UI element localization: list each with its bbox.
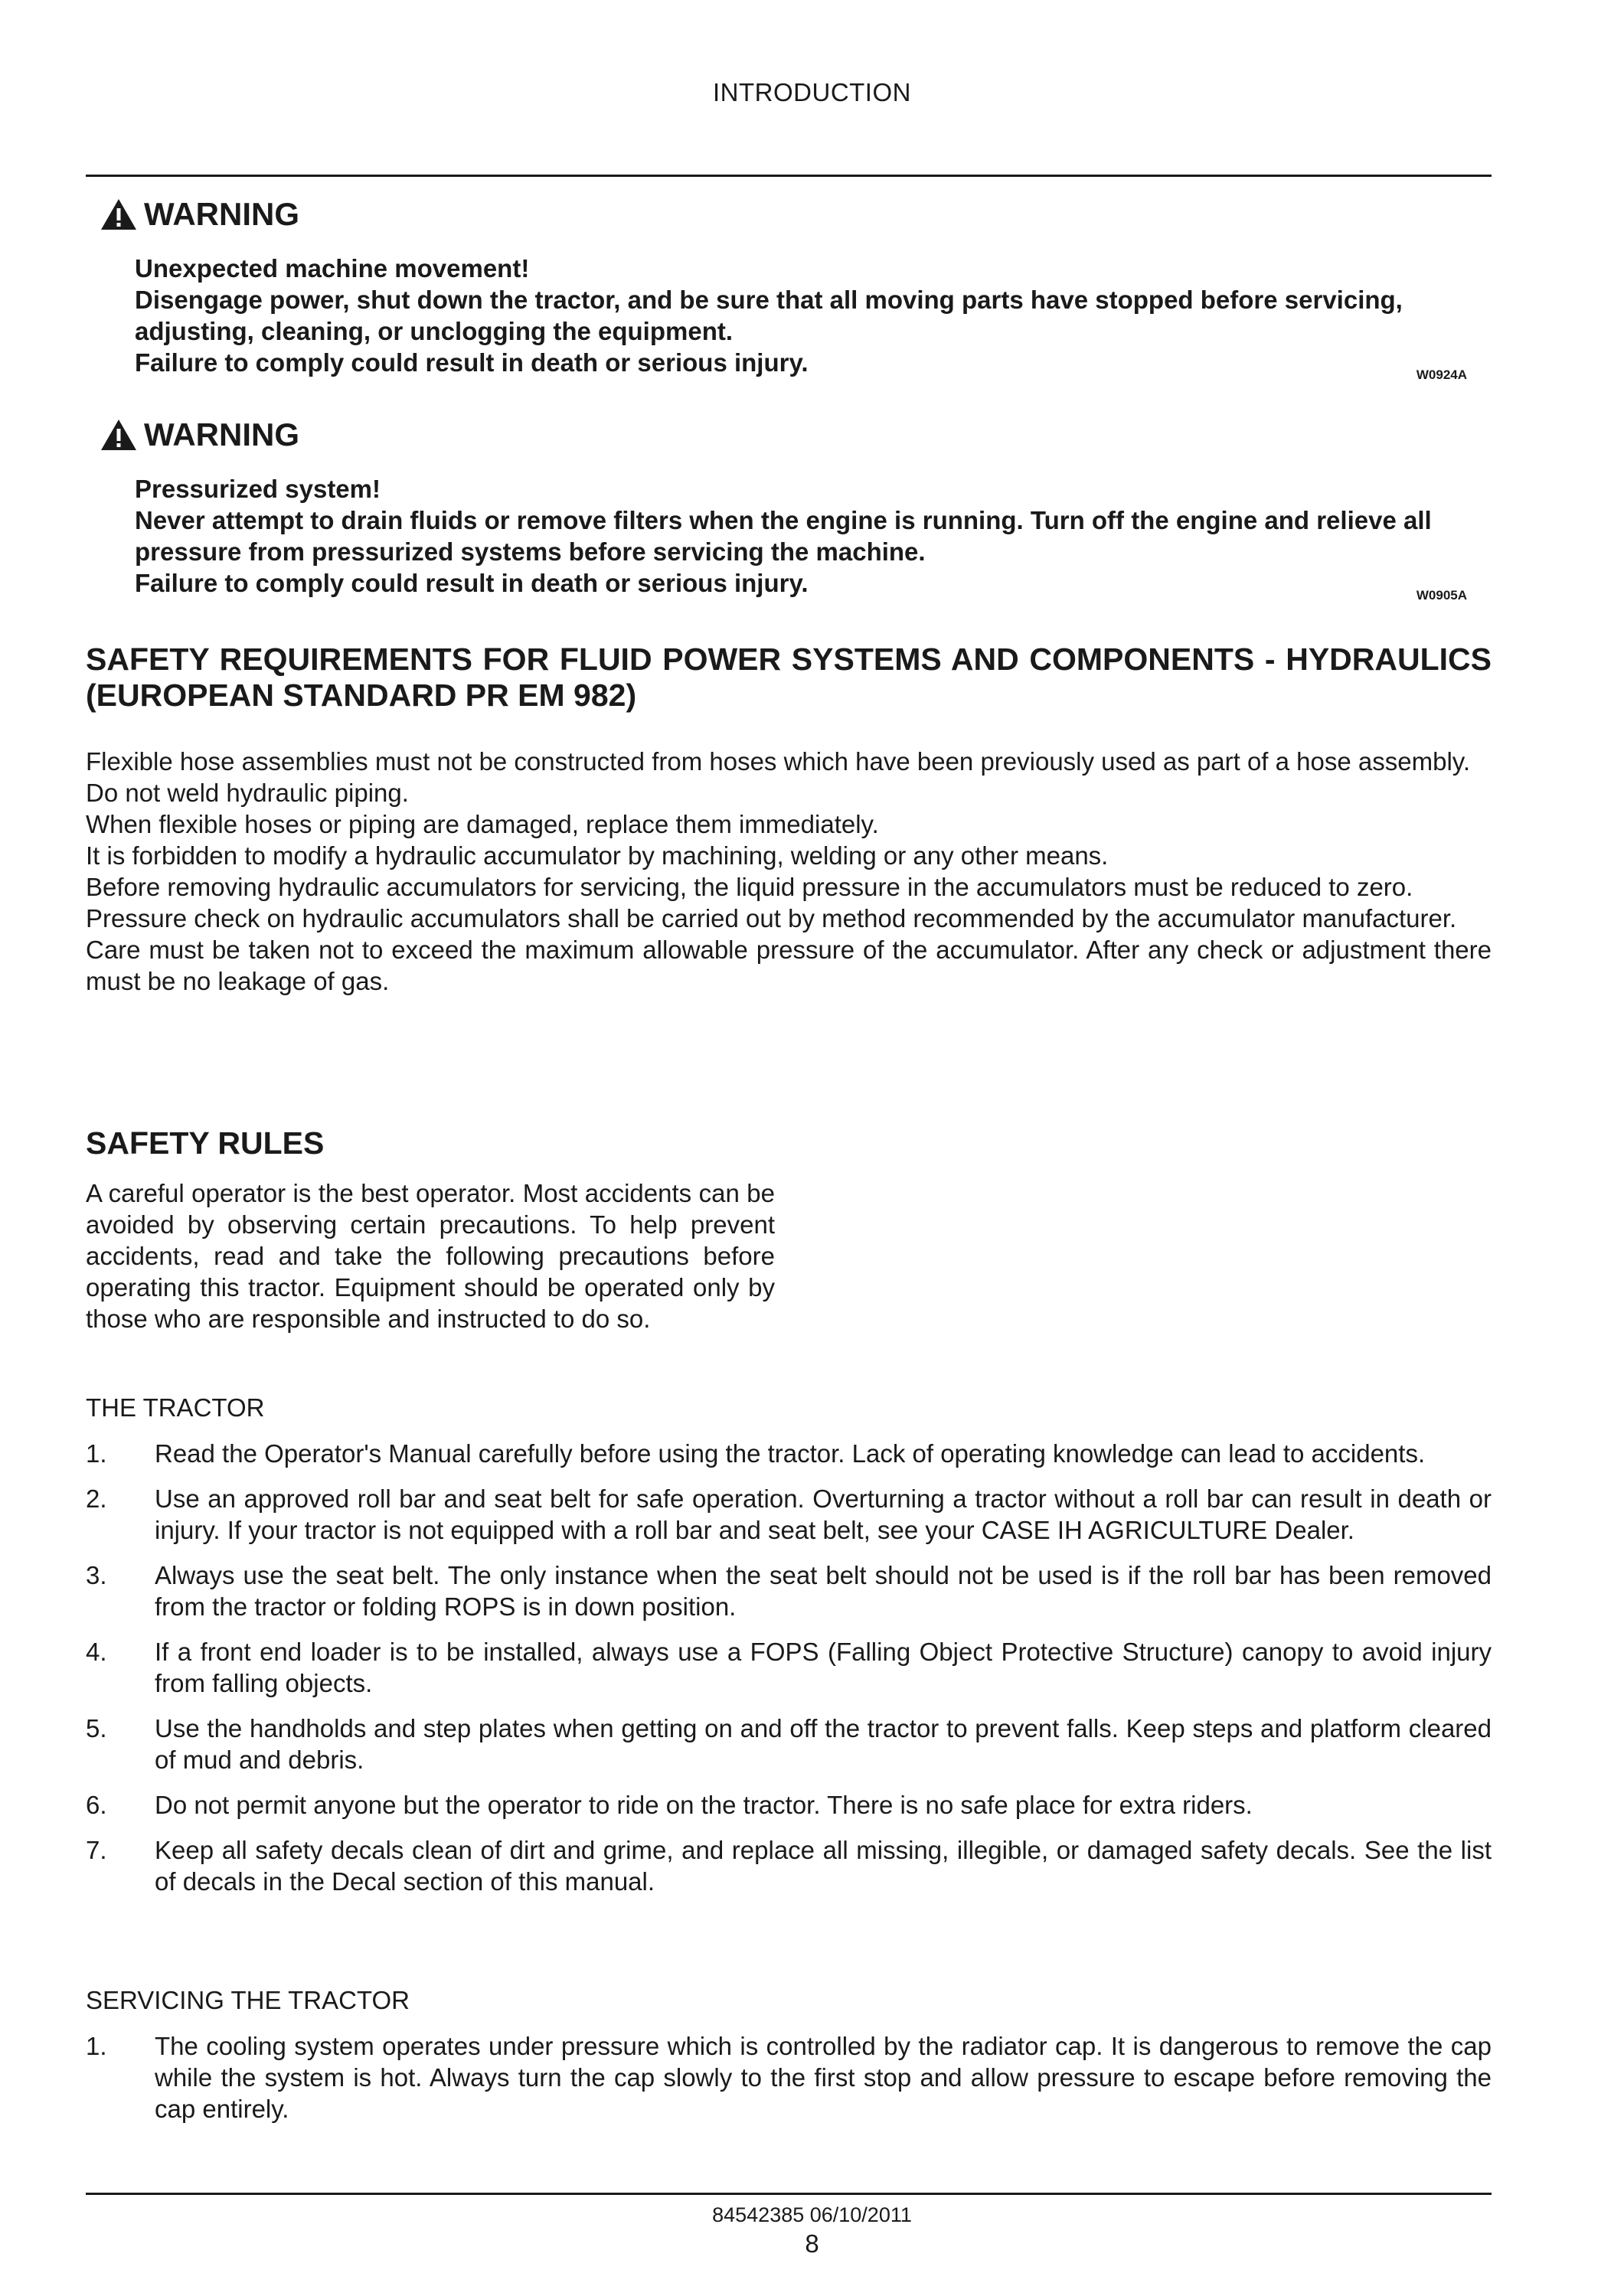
hydraulics-paragraph: Do not weld hydraulic piping. (86, 779, 409, 807)
list-item (86, 1438, 1492, 1469)
warning-line: Pressurized system! (135, 475, 381, 503)
warning-line: Never attempt to drain fluids or remove filters when the engine is running. Turn off the engine and relieve all pressure from pressurized systems before servicing the machine. (135, 506, 1432, 566)
warning-code: W0924A (1416, 367, 1467, 382)
document-code: 84542385 06/10/2011 (712, 2203, 912, 2226)
servicing-subheading: SERVICING THE TRACTOR (86, 1986, 410, 2014)
item-text: Always use the seat belt. The only instance when the seat belt should not be used is if the roll bar has been removed from the tractor or folding ROPS is in down position. (155, 1561, 1492, 1621)
hydraulics-paragraph: It is forbidden to modify a hydraulic accumulator by machining, welding or any other means. (86, 841, 1109, 870)
hydraulics-paragraph: When flexible hoses or piping are damaged, replace them immediately. (86, 810, 879, 838)
warning-title: WARNING (144, 196, 299, 232)
page-header: INTRODUCTION (713, 78, 911, 106)
item-number: 1. (86, 1439, 107, 1468)
warning-code: W0905A (1416, 588, 1467, 603)
warning-title: WARNING (144, 416, 299, 452)
item-number: 6. (86, 1791, 107, 1819)
list-item (86, 2030, 1492, 2125)
warning-triangle-icon (100, 418, 138, 452)
item-text: Use an approved roll bar and seat belt for safe operation. Overturning a tractor without a roll bar can result in death or injury. If your tractor is not equipped with a roll bar and seat belt, see your CASE IH AGRICULTURE Dealer. (155, 1484, 1492, 1544)
list-item (86, 1834, 1492, 1897)
warning-line: Failure to comply could result in death or serious injury. (135, 569, 809, 597)
list-item (86, 1483, 1492, 1546)
item-number: 5. (86, 1714, 107, 1742)
warning-line: Unexpected machine movement! (135, 254, 530, 283)
item-number: 3. (86, 1561, 107, 1589)
hydraulics-paragraph: Before removing hydraulic accumulators for servicing, the liquid pressure in the accumulators must be reduced to zero. (86, 873, 1413, 901)
footer-rule (86, 2193, 1492, 2195)
item-text: Read the Operator's Manual carefully before using the tractor. Lack of operating knowledge can lead to accidents. (155, 1439, 1426, 1468)
warning-box-machine-movement (100, 193, 1485, 382)
hydraulics-paragraph: Pressure check on hydraulic accumulators shall be carried out by method recommended by the accumulator manufacturer. (86, 904, 1457, 932)
list-item (86, 1713, 1492, 1775)
list-item (86, 1789, 1492, 1821)
hydraulics-paragraphs (86, 746, 1492, 997)
hydraulics-heading: SAFETY REQUIREMENTS FOR FLUID POWER SYSTEMS AND COMPONENTS - HYDRAULICS (EUROPEAN STANDARD PR EM 982) (86, 642, 1492, 713)
page-number: 8 (805, 2229, 819, 2258)
item-text: The cooling system operates under pressure which is controlled by the radiator cap. It is dangerous to remove the cap while the system is hot. Always turn the cap slowly to the first stop and allow pressure to escape before removing the cap entirely. (155, 2032, 1492, 2123)
tractor-subheading: THE TRACTOR (86, 1393, 265, 1422)
item-number: 4. (86, 1638, 107, 1666)
item-text: Keep all safety decals clean of dirt and grime, and replace all missing, illegible, or damaged safety decals. See the list of decals in the Decal section of this manual. (155, 1836, 1492, 1896)
item-text: Do not permit anyone but the operator to ride on the tractor. There is no safe place for extra riders. (155, 1791, 1253, 1819)
warning-triangle-icon (100, 198, 138, 231)
warning-line: Disengage power, shut down the tractor, and be sure that all moving parts have stopped before servicing, adjusting, cleaning, or unclogging the equipment. (135, 286, 1403, 345)
item-text: Use the handholds and step plates when getting on and off the tractor to prevent falls. Keep steps and platform cleared of mud and debris. (155, 1714, 1492, 1774)
list-item (86, 1560, 1492, 1622)
warning-box-pressurized-system (100, 413, 1485, 603)
warning-header (100, 413, 1485, 456)
item-text: If a front end loader is to be installed, always use a FOPS (Falling Object Protective Structure) canopy to avoid injury from falling objects. (155, 1638, 1492, 1697)
safety-rules-intro: A careful operator is the best operator. Most accidents can be avoided by observing certain precautions. To help prevent accidents, read and take the following precautions before operating this tractor. Equipment should be operated only by those who are responsible and instructed to do so. (86, 1179, 775, 1333)
warning-text (135, 473, 1475, 599)
servicing-rules-list (86, 2030, 1492, 2138)
warning-line: Failure to comply could result in death or serious injury. (135, 348, 809, 377)
safety-rules-heading: SAFETY RULES (86, 1125, 325, 1161)
header-rule (86, 175, 1492, 177)
warning-text (135, 253, 1475, 378)
hydraulics-paragraph: Care must be taken not to exceed the maximum allowable pressure of the accumulator. After any check or adjustment there must be no leakage of gas. (86, 936, 1492, 995)
item-number: 1. (86, 2032, 107, 2060)
hydraulics-paragraph: Flexible hose assemblies must not be constructed from hoses which have been previously used as part of a hose assembly. (86, 747, 1470, 776)
list-item (86, 1636, 1492, 1699)
item-number: 2. (86, 1484, 107, 1513)
warning-header (100, 193, 1485, 236)
item-number: 7. (86, 1836, 107, 1864)
tractor-rules-list (86, 1438, 1492, 1911)
